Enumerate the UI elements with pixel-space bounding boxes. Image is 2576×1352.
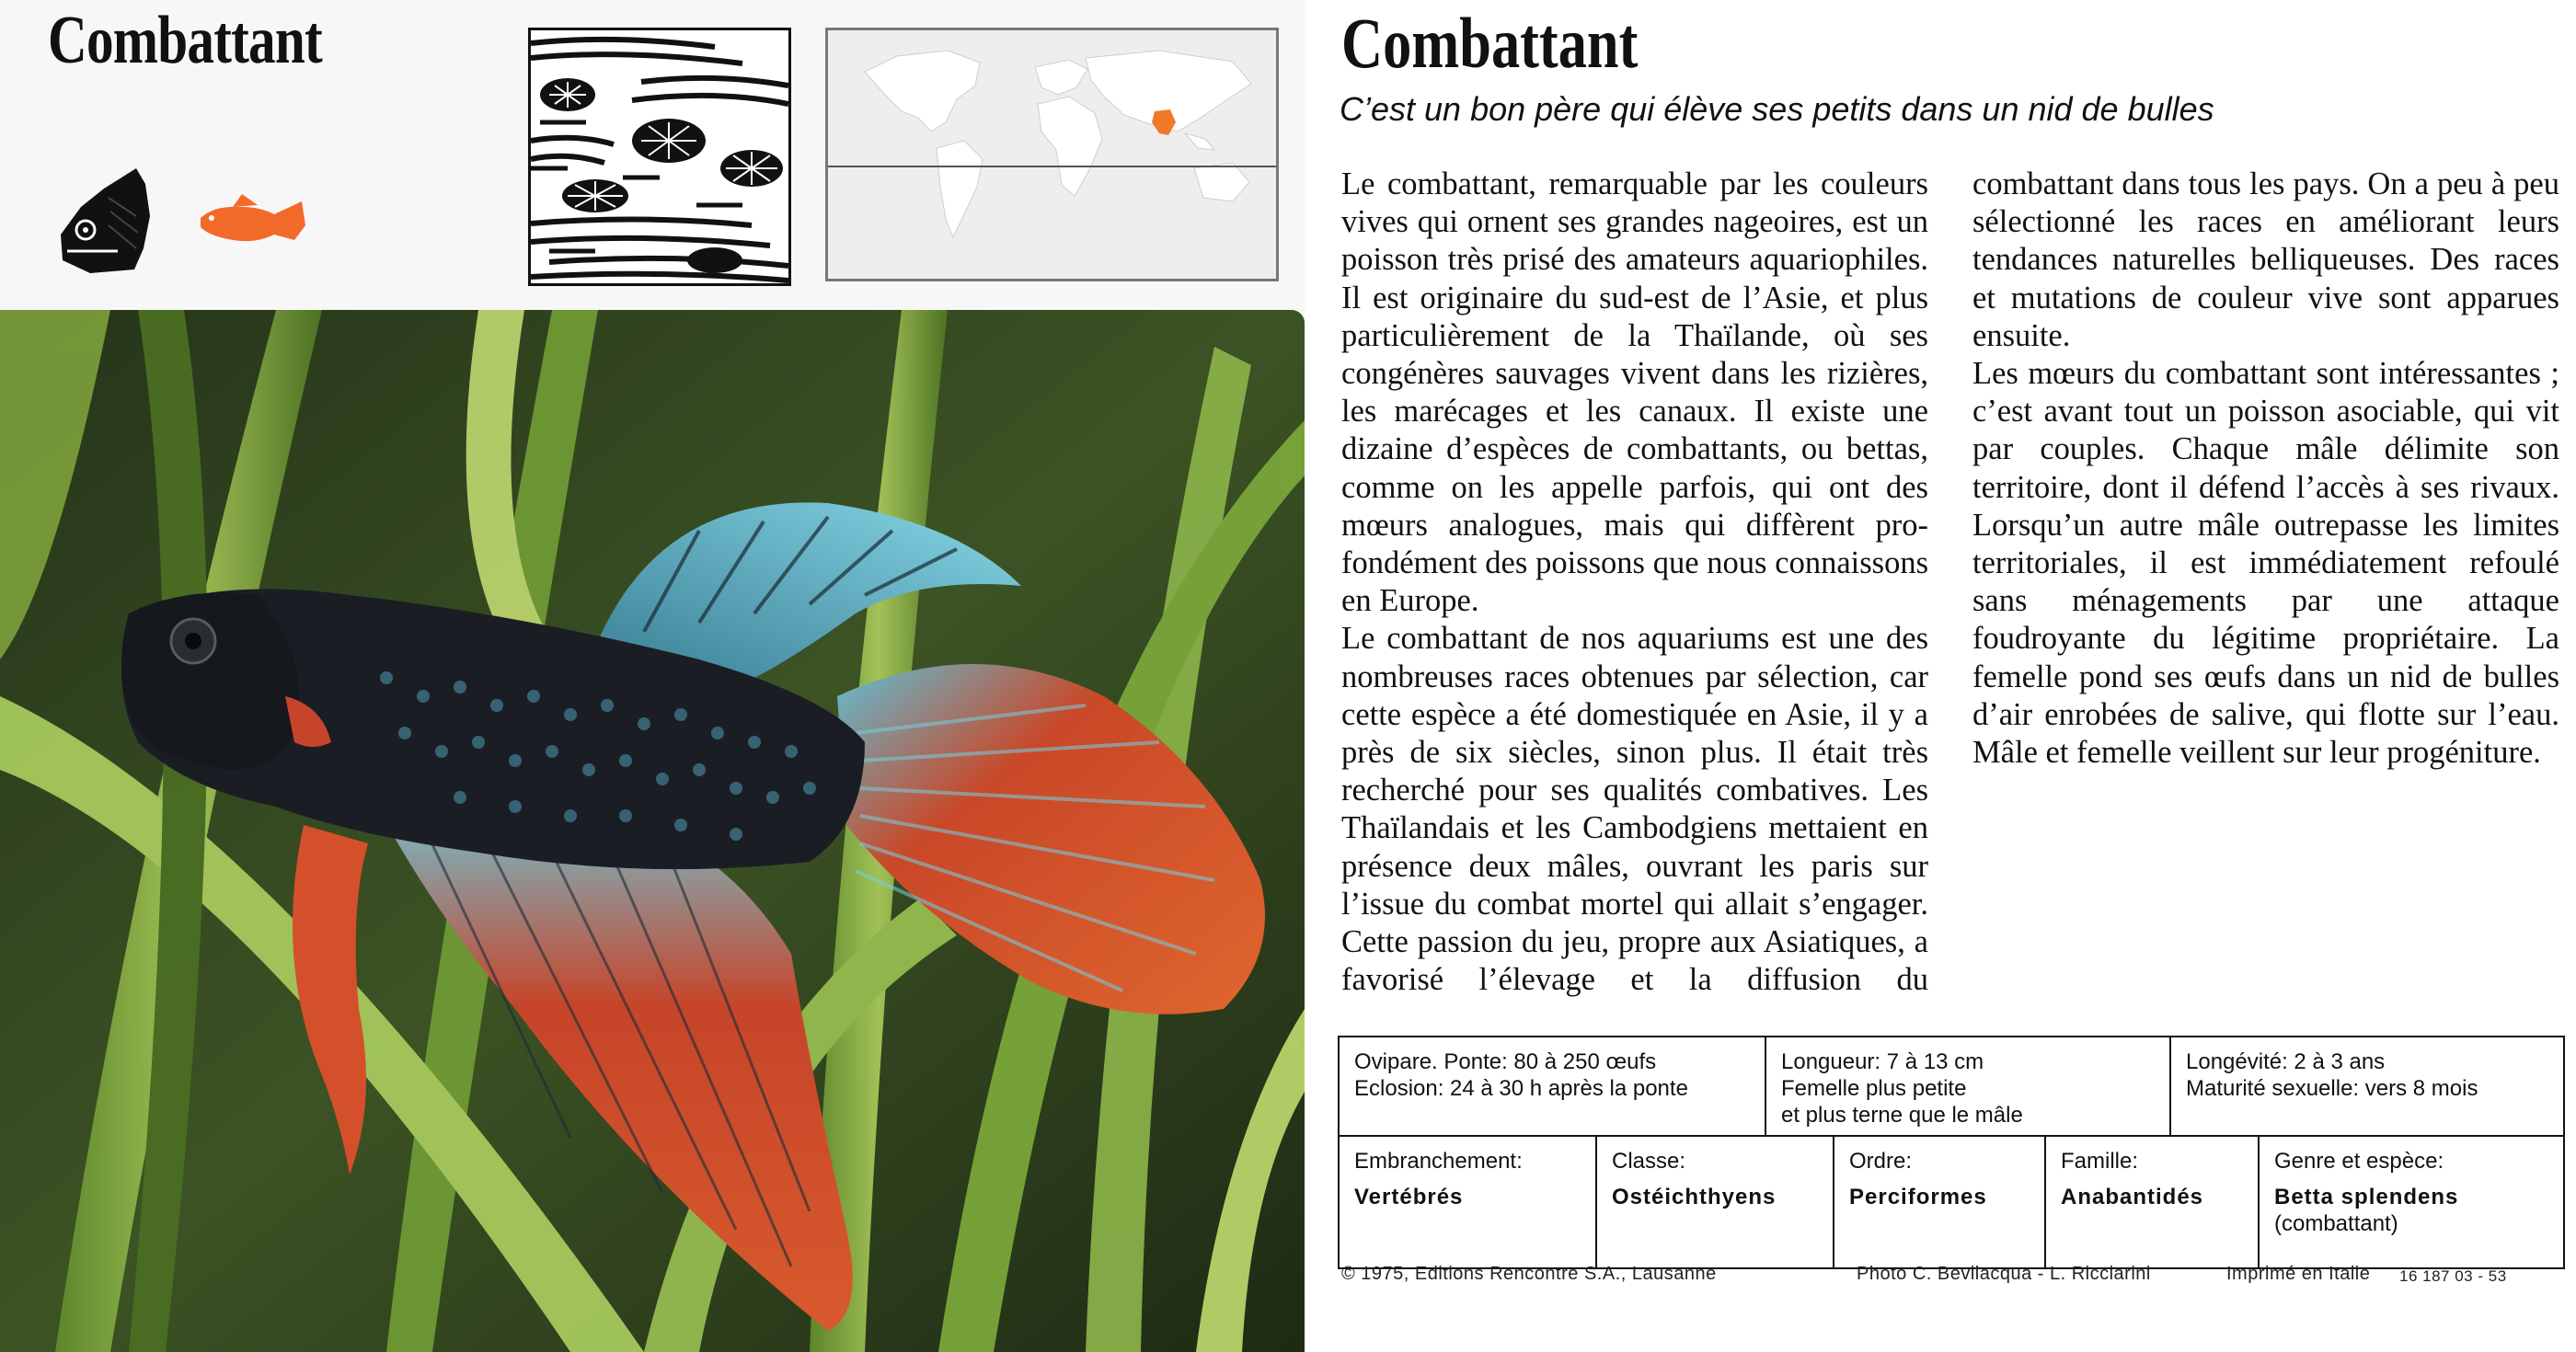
taxonomy-family-value: Anabantidés xyxy=(2061,1185,2204,1209)
paragraph-history: Le combattant de nos aquariums est une des nombreuses races obtenues par sélection, car cette espèce a été domestiquée en Asie, il y a près de six siècles, sinon plus. Il était très recherché pour ses qualités combatives. Les Thaïlandais et les Cambodgiens mettaient en présence deux mâles, ouvrant les paris sur l’issue du combat mortel qui allait s’engager. Cette passion du jeu, propre aux Asiatiques, a favorisé l’élevage et la diffusion du combattant dans tous les pays. On a peu à peu sélectionné les races en améliorant leurs tendances naturelles belliqueuses. Des races et mutations de couleur vive sont apparues ensuite. xyxy=(1341,166,2559,998)
fact-size-line-1: Longueur: 7 à 13 cm xyxy=(1781,1049,1984,1074)
taxonomy-species-label: Genre et espèce: xyxy=(2274,1149,2444,1174)
taxonomy-species-value: Betta splendens xyxy=(2274,1185,2459,1209)
fish-icons xyxy=(53,161,320,281)
fact-reproduction xyxy=(1340,1037,1765,1135)
photo-credit: Photo C. Bevilacqua - L. Ricciarini xyxy=(1857,1264,2151,1284)
taxonomy-family xyxy=(2044,1137,2258,1267)
left-card-title: Combattant xyxy=(48,3,322,78)
fact-size-line-3: et plus terne que le mâle xyxy=(1781,1103,2023,1128)
card-code: 16 187 03 - 53 xyxy=(2399,1267,2507,1285)
fact-longevity-line-2: Maturité sexuelle: vers 8 mois xyxy=(2186,1076,2478,1101)
facts-table xyxy=(1338,1036,2565,1269)
fact-reproduction-line-1: Ovipare. Ponte: 80 à 250 œufs xyxy=(1354,1049,1657,1074)
paragraph-origin: Le combattant, remarquable par les couleurs vives qui ornent ses grandes nageoires, est un poisson très prisé des amateurs aquariophiles. Il est originaire du sud-est de l’Asie, et plus particulièrement de la Thaïlande, où ses congénères sauvages vivent dans les rizières, les marécages et les canaux. Il existe une dizaine d’espèces de combattants, ou bettas, comme on les appelle parfois, qui ont des mœurs analogues, mais qui diffèrent profondément des poissons que nous connaissons en Europe. xyxy=(1341,166,1928,619)
taxonomy-order-value: Perciformes xyxy=(1849,1185,1987,1209)
taxonomy-phylum-value: Vertébrés xyxy=(1354,1185,1464,1209)
taxonomy-class-label: Classe: xyxy=(1612,1149,1686,1174)
article-title: Combattant xyxy=(1341,3,1639,83)
taxonomy-family-label: Famille: xyxy=(2061,1149,2139,1174)
taxonomy-order xyxy=(1833,1137,2044,1267)
taxonomy-class-value: Ostéichthyens xyxy=(1612,1185,1777,1209)
right-card xyxy=(1305,0,2576,1352)
copyright-text: © 1975, Editions Rencontre S.A., Lausanne xyxy=(1341,1264,1717,1284)
article-subtitle: C’est un bon père qui élève ses petits dans un nid de bulles xyxy=(1340,90,2214,128)
fact-size-line-2: Femelle plus petite xyxy=(1781,1076,1967,1101)
printed-in: Imprimé en Italie xyxy=(2226,1264,2371,1284)
facts-row-biology xyxy=(1340,1037,2563,1137)
taxonomy-species-note: (combattant) xyxy=(2274,1211,2398,1236)
fact-longevity xyxy=(2169,1037,2563,1135)
taxonomy-species xyxy=(2258,1137,2563,1267)
taxonomy-order-label: Ordre: xyxy=(1849,1149,1913,1174)
fact-size xyxy=(1765,1037,2169,1135)
taxonomy-phylum-label: Embranchement: xyxy=(1354,1149,1523,1174)
paragraph-behaviour: Les mœurs du combattant sont intéressantes ; c’est avant tout un poisson asociable, qui vit par couples. Chaque mâle délimite son territoire, dont il défend l’accès à ses rivaux. Lorsqu’un autre mâle outrepasse les limites territoriales, il est immédiatement refoulé sans ménagements par une attaque foudroyante du légitime propriétaire. La femelle pond ses œufs dans un nid de bulles d’air enrobées de salive, qui flotte sur l’eau. Mâle et femelle veillent sur leur progéniture. xyxy=(1972,356,2559,771)
betta-photo xyxy=(0,310,1305,1352)
article-body xyxy=(1341,166,2559,1012)
betta-fish-icon xyxy=(201,194,305,241)
taxonomy-class xyxy=(1595,1137,1833,1267)
fact-reproduction-line-2: Eclosion: 24 à 30 h après la ponte xyxy=(1354,1076,1688,1101)
facts-row-taxonomy xyxy=(1340,1137,2563,1267)
distribution-map xyxy=(825,28,1279,281)
habitat-illustration xyxy=(528,28,791,286)
fact-longevity-line-1: Longévité: 2 à 3 ans xyxy=(2186,1049,2386,1074)
predator-fish-head-icon xyxy=(61,168,150,273)
taxonomy-phylum xyxy=(1340,1137,1595,1267)
